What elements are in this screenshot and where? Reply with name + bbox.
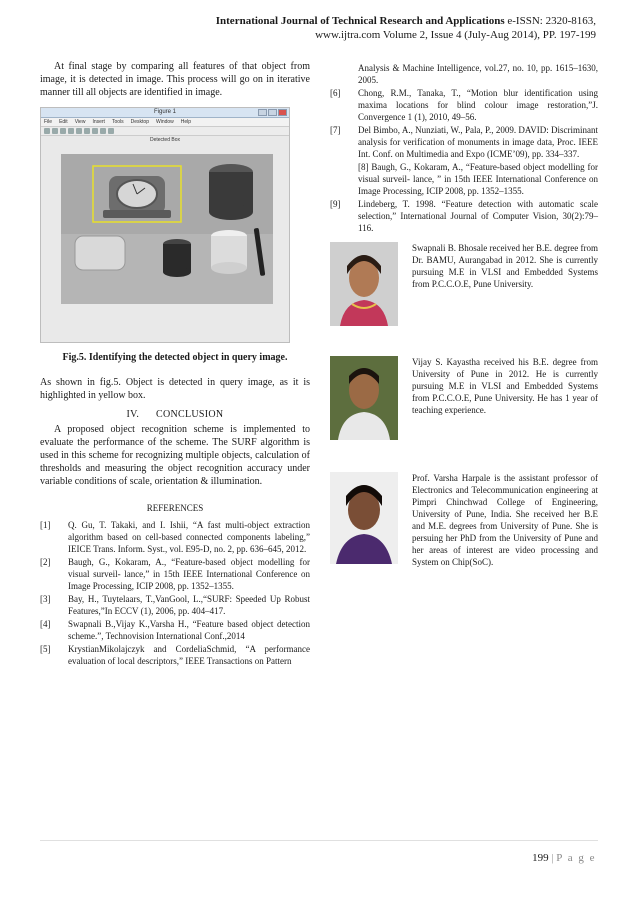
footer-divider	[40, 840, 598, 841]
author-photo	[330, 356, 398, 440]
figure-window-title: Figure 1	[41, 108, 289, 118]
save-icon	[60, 128, 66, 134]
reference-item	[40, 519, 310, 555]
rotate-icon	[100, 128, 106, 134]
reference-text: Q. Gu, T. Takaki, and I. Ishii, “A fast multi-object extraction algorithm based on cell-based connected components labeling,” IEICE Trans. Inform. Syst., vol. E95-D, no. 2, pp. 636–645, 2012.	[68, 520, 310, 554]
menu-window: Window	[155, 119, 174, 125]
author-portrait	[330, 242, 398, 326]
journal-issn: e-ISSN: 2320-8163,	[504, 15, 596, 27]
bio-text: Swapnali B. Bhosale received her B.E. degree from Dr. BAMU, Aurangabad in 2012. She is currently pursuing M.E in VLSI and Embedded Systems from P.C.C.O.E, Pune University.	[412, 243, 598, 289]
menu-file: File	[44, 119, 53, 125]
data-cursor-icon	[108, 128, 114, 134]
reference-number: [1]	[40, 520, 51, 530]
bio-text: Prof. Varsha Harpale is the assistant professor of Electronics and Telecommunication engineering at Pimpri Chinchwad College of Engineering, University of Pune, India. She received her B.E and M.E. degrees from University of Pune. She is persuing her PhD from the University of Pune and her areas of interest are video processing and System on Chip(SoC).	[412, 473, 598, 567]
pan-icon	[92, 128, 98, 134]
reference-text: [8] Baugh, G., Kokaram, A., “Feature-based object modelling for visual surveil- lance, ” in 15th IEEE International Conference on Image Processing, ICIP 2008, pp. 1352–1355.	[358, 162, 598, 196]
reference-text: Del Bimbo, A., Nunziati, W., Pala, P., 2009. DAVID: Discriminant analysis for verification of monuments in image data, Proc. IEEE Int. Conf. on Multimedia and Expo (ICME’09), pp. 334–337.	[358, 125, 598, 159]
reference-text: Chong, R.M., Tanaka, T., “Motion blur identification using maxima locations for blind colour image restoration,”J. Convergence 1 (1), 2010, 49–56.	[358, 88, 598, 122]
references-heading: REFERENCES	[146, 503, 204, 513]
author-bio	[330, 472, 598, 592]
reference-item	[40, 643, 310, 667]
reference-text: Analysis & Machine Intelligence, vol.27, no. 10, pp. 1615–1630, 2005.	[358, 63, 598, 85]
close-icon	[278, 109, 287, 116]
menu-view: View	[74, 119, 86, 125]
open-icon	[52, 128, 58, 134]
figure-toolbar	[41, 127, 289, 136]
left-column	[40, 60, 310, 668]
reference-number: [4]	[40, 619, 51, 629]
reference-number: [5]	[40, 644, 51, 654]
menu-desktop: Desktop	[130, 119, 149, 125]
new-figure-icon	[44, 128, 50, 134]
menu-edit: Edit	[59, 119, 68, 125]
plot-title: Detected Box	[149, 137, 181, 143]
reference-item	[40, 593, 310, 617]
reference-item	[40, 556, 310, 592]
author-bio	[330, 242, 598, 338]
reference-item	[330, 87, 598, 123]
reference-number: [3]	[40, 594, 51, 604]
reference-continuation	[330, 62, 598, 86]
reference-number: [9]	[330, 199, 341, 209]
page-number-value: 199	[532, 852, 549, 864]
reference-text: Swapnali B.,Vijay K.,Varsha H., “Feature based object detection scheme.”, Technovision International Conf.,2014	[68, 619, 310, 641]
query-image-objects	[61, 154, 273, 304]
zoom-in-icon	[76, 128, 82, 134]
reference-item	[330, 198, 598, 234]
result-paragraph: As shown in fig.5. Object is detected in query image, as it is highlighted in yellow box.	[40, 377, 310, 401]
reference-item	[330, 124, 598, 160]
menu-insert: Insert	[92, 119, 105, 125]
reference-number: [6]	[330, 88, 341, 98]
author-photo	[330, 472, 398, 564]
figure-menubar	[41, 118, 289, 127]
window-controls	[258, 109, 287, 116]
reference-text: Bay, H., Tuytelaars, T.,VanGool, L.,“SURF: Speeded Up Robust Features,”In ECCV (1), 2006, pp. 404–417.	[68, 594, 310, 616]
page-label: P a g e	[556, 852, 596, 864]
figure-window	[40, 107, 290, 343]
journal-volume: www.ijtra.com Volume 2, Issue 4 (July-Aug 2014), PP. 197-199	[315, 29, 596, 41]
journal-header	[176, 14, 596, 42]
conclusion-paragraph: A proposed object recognition scheme is implemented to evaluate the performance of the scheme. The SURF algorithm is used in this scheme for recognizing multiple objects, calculation of thresholds and measuring the object recognition accuracy under variable conditions of scale, orientation & illumination.	[40, 424, 310, 487]
print-icon	[68, 128, 74, 134]
minimize-icon	[258, 109, 267, 116]
section-heading: IV. CONCLUSION	[126, 409, 224, 420]
author-portrait	[330, 472, 398, 564]
menu-help: Help	[180, 119, 192, 125]
bio-text: Vijay S. Kayastha received his B.E. degree from University of Pune in 2012. He is currently pursuing M.E in VLSI and Embedded Systems from P.C.C.O.E, Pune University. He has 1 year of teaching experience.	[412, 357, 598, 415]
reference-item	[40, 618, 310, 642]
page-number	[532, 852, 596, 864]
reference-item	[330, 161, 598, 197]
query-image	[61, 154, 273, 304]
author-bio	[330, 356, 598, 452]
reference-text: Baugh, G., Kokaram, A., “Feature-based object modelling for visual surveil- lance,” in 15th IEEE International Conference on Image Processing, ICIP 2008, pp. 1352–1355.	[68, 557, 310, 591]
reference-text: KrystianMikolajczyk and CordeliaSchmid, “A performance evaluation of local descriptors,” IEEE Transactions on Pattern	[68, 644, 310, 666]
zoom-out-icon	[84, 128, 90, 134]
reference-number: [2]	[40, 557, 51, 567]
intro-paragraph: At final stage by comparing all features of that object from image, it is detected in image. This process will go on in iterative manner till all objects are identified in image.	[40, 61, 310, 98]
reference-text: Lindeberg, T. 1998. “Feature detection with automatic scale selection,” International Journal of Computer Vision, 30(2):79–116.	[358, 199, 598, 233]
maximize-icon	[268, 109, 277, 116]
right-column	[330, 62, 598, 235]
reference-number: [7]	[330, 125, 341, 135]
page-separator: |	[551, 852, 554, 864]
author-portrait	[330, 356, 398, 440]
author-photo	[330, 242, 398, 326]
menu-tools: Tools	[111, 119, 124, 125]
figure-caption: Fig.5. Identifying the detected object in query image.	[62, 352, 288, 363]
journal-title: International Journal of Technical Research and Applications	[215, 15, 505, 27]
